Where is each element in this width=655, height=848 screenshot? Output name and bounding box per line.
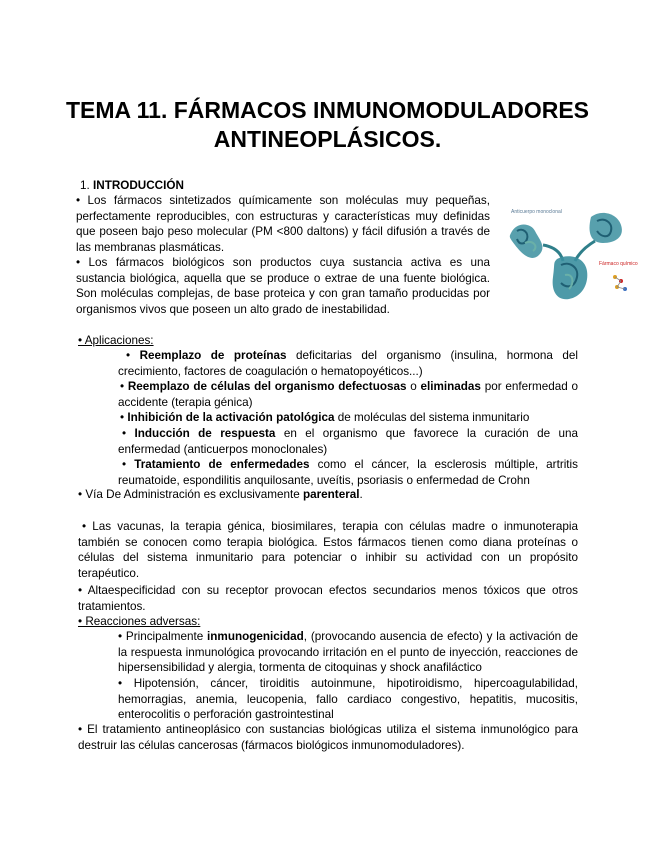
section-heading-introduccion xyxy=(80,178,184,194)
protein-ribbon-icon xyxy=(510,213,622,299)
image-label-text: Fármaco químico xyxy=(599,261,638,267)
aplicacion-item: • Reemplazo de células del organismo defectuosas o eliminadas por enfermedad o accidente (terapia génica) xyxy=(118,380,578,409)
vacunas-paragraph: • Las vacunas, la terapia génica, biosimilares, terapia con células madre o inmunoterapia también se conocen como terapia biológica. Estos fármacos tienen como diana proteínas o células del sistema inmunitario para potenciar o inhibir su actividad con un propósito terapéutico. xyxy=(78,520,578,580)
aplicacion-item: • Inhibición de la activación patológica de moléculas del sistema inmunitario xyxy=(120,411,530,424)
section-number: 1. xyxy=(80,179,90,192)
altaespecificidad-paragraph: • Altaespecificidad con su receptor provocan efectos secundarios menos tóxicos que otros tratamientos. xyxy=(78,584,578,613)
aplicaciones-heading: • Aplicaciones: xyxy=(78,334,154,347)
via-administracion: • Vía De Administración es exclusivamente parenteral. xyxy=(78,488,363,501)
title-line-1: TEMA 11. FÁRMACOS INMUNOMODULADORES xyxy=(65,97,590,123)
reaccion-item: • Hipotensión, cáncer, tiroiditis autoinmune, hipotiroidismo, hipercoagulabilidad, hemorragias, anemia, leucopenia, fallo cardiaco congestivo, hepatitis, mucositis, enterocolitis o perforación gastrointestinal xyxy=(118,677,578,721)
small-molecule-icon xyxy=(613,275,627,291)
aplicacion-item: • Reemplazo de proteínas deficitarias del organismo (insulina, hormona del crecimiento, factores de coagulación o hematopoyéticos...) xyxy=(118,349,578,378)
reacciones-heading: • Reacciones adversas: xyxy=(78,615,201,628)
section-heading-text: INTRODUCCIÓN xyxy=(93,179,184,192)
image-caption-text: Anticuerpo monoclonal xyxy=(511,209,562,215)
intro-paragraph-quimicos: • Los fármacos sintetizados químicamente son moléculas muy pequeñas, perfectamente reproducibles, con estructuras y características muy definidas que poseen bajo peso molecular (PM <800 daltons) y fácil difusión a través de las membranas plasmáticas. xyxy=(76,194,490,254)
title-line-2: ANTINEOPLÁSICOS. xyxy=(213,126,442,152)
final-paragraph: • El tratamiento antineoplásico con sustancias biológicas utiliza el sistema inmunológico para destruir las células cancerosas (fármacos biológicos inmunomoduladores). xyxy=(78,723,578,752)
protein-structure-image xyxy=(503,203,639,307)
intro-paragraph-biologicos: • Los fármacos biológicos son productos cuya sustancia activa es una sustancia biológica, aquella que se produce o extrae de una fuente biológica. Son moléculas complejas, de base proteica y con gran tamaño producidas por organismos vivos que poseen un alto grado de inestabilidad. xyxy=(76,256,490,316)
aplicacion-item: • Inducción de respuesta en el organismo que favorece la curación de una enfermedad (anticuerpos monoclonales) xyxy=(118,427,579,456)
reaccion-item: • Principalmente inmunogenicidad, (provocando ausencia de efecto) y la activación de la respuesta inmunológica provocando irritación en el punto de inyección, reacciones de hipersensibilidad y alergia, tormenta de citoquinas y shock anafiláctico xyxy=(118,630,579,674)
aplicacion-item: • Tratamiento de enfermedades como el cáncer, la esclerosis múltiple, artritis reumatoide, espondilitis anquilosante, uveítis, psoriasis o enfermedad de Crohn xyxy=(118,458,578,487)
page-title xyxy=(40,96,615,154)
